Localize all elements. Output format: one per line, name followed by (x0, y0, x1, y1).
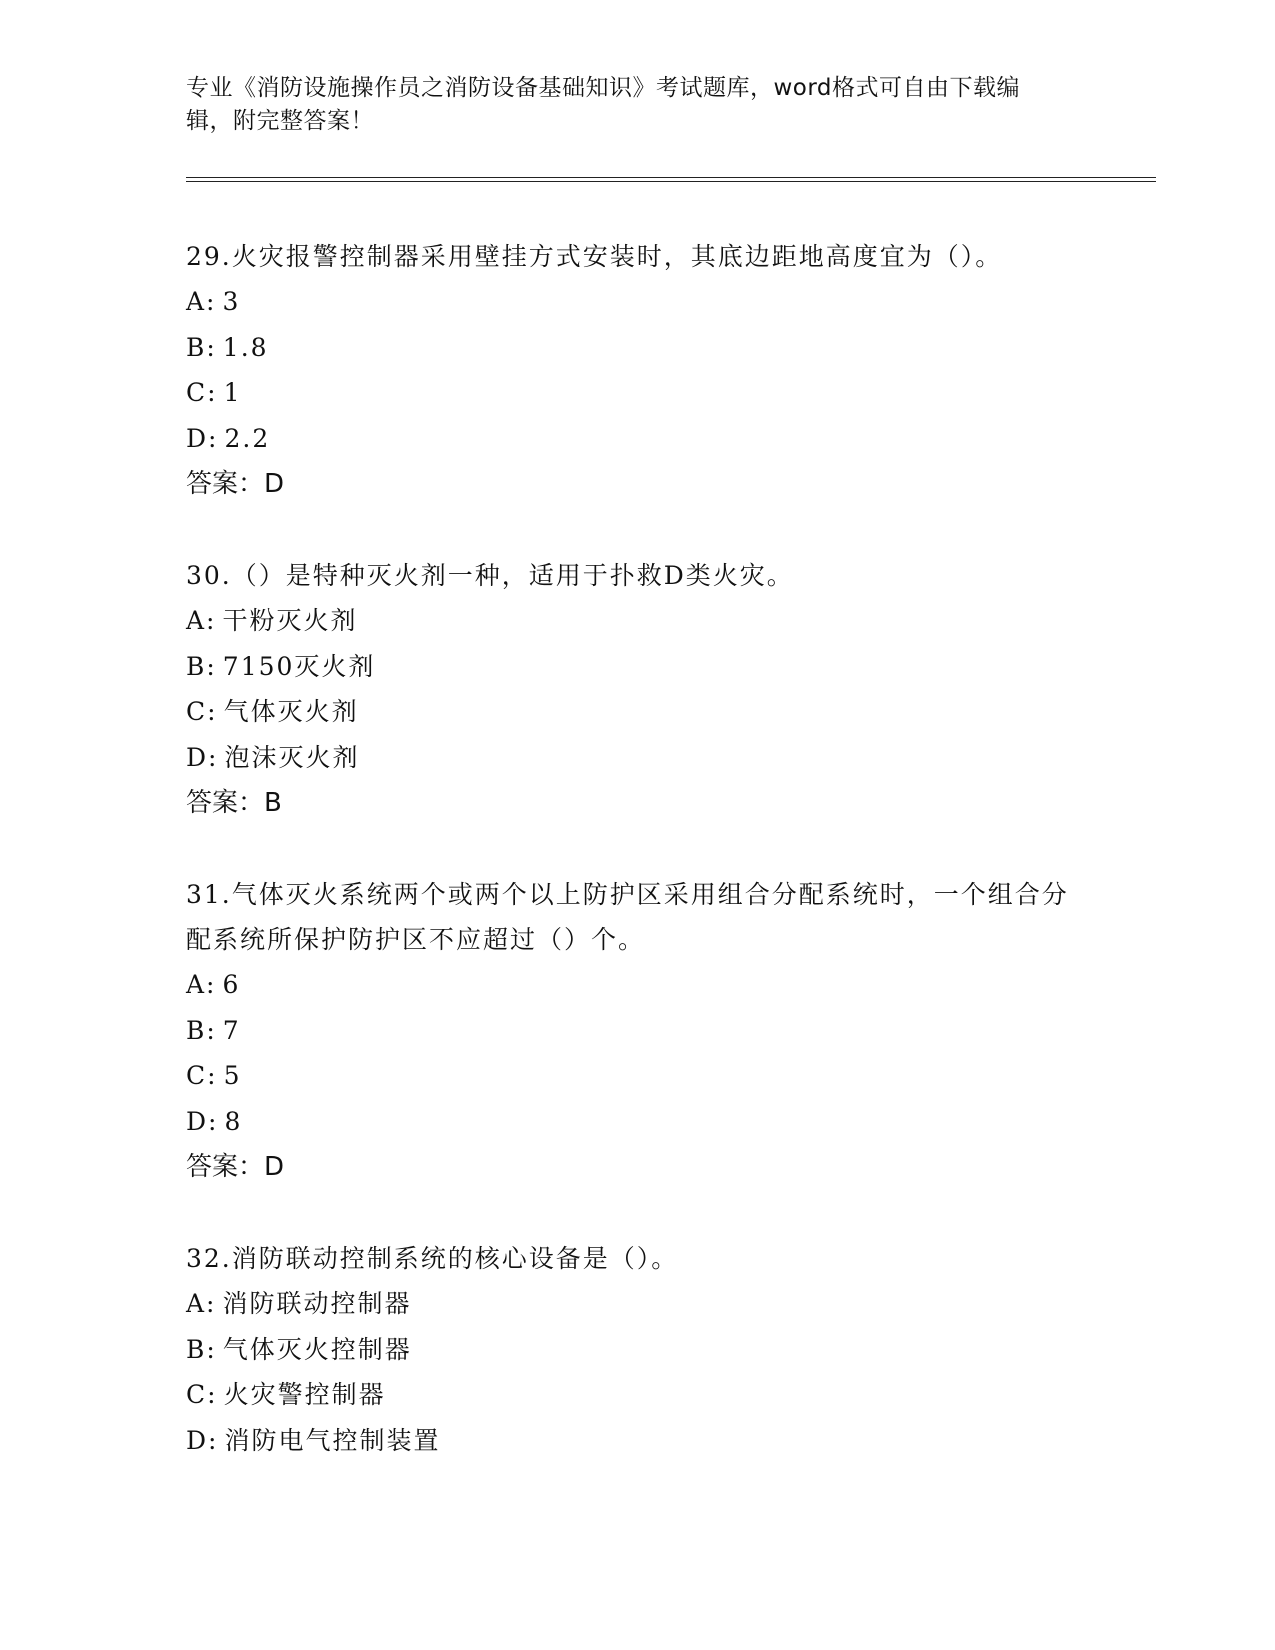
option-text: 5 (223, 1061, 242, 1090)
option-a (186, 1281, 1086, 1327)
option-text: 6 (222, 970, 241, 999)
option-text: 2.2 (224, 423, 271, 453)
question-stem: 30.（）是特种灭火剂一种，适用于扑救D类火灾。 (186, 561, 794, 590)
option-text: 消防电气控制装置 (224, 1425, 441, 1455)
option-letter: C: (186, 1380, 218, 1409)
option-b (186, 325, 1086, 371)
option-letter: D: (186, 423, 219, 453)
option-letter: A: (186, 1289, 217, 1318)
answer-line: 答案：D (186, 1152, 285, 1182)
option-text: 泡沫灭火剂 (224, 742, 360, 772)
option-c (186, 370, 1086, 416)
option-d (186, 1418, 1086, 1464)
question-30 (186, 553, 1086, 826)
option-letter: C: (186, 697, 218, 726)
option-a (186, 279, 1086, 325)
option-text: 7150灭火剂 (222, 651, 376, 681)
document-intro: 专业《消防设施操作员之消防设备基础知识》考试题库，word格式可自由下载编辑，附完整答案！ (186, 75, 1021, 134)
header-divider (186, 177, 1156, 182)
option-c (186, 1053, 1086, 1099)
option-letter: A: (186, 606, 217, 635)
option-letter: B: (186, 1015, 217, 1045)
answer-line: 答案：B (186, 788, 282, 818)
option-letter: B: (186, 1334, 217, 1364)
question-stem: 29.火灾报警控制器采用壁挂方式安装时，其底边距地高度宜为（）。 (186, 242, 1003, 271)
option-d (186, 416, 1086, 462)
option-b (186, 1008, 1086, 1054)
option-letter: C: (186, 378, 218, 407)
option-letter: B: (186, 332, 217, 362)
option-text: 1.8 (222, 332, 269, 362)
option-a (186, 598, 1086, 644)
option-letter: A: (186, 287, 217, 316)
option-c (186, 689, 1086, 735)
question-31 (186, 872, 1086, 1190)
question-29 (186, 234, 1086, 507)
question-list (186, 234, 1086, 1509)
option-d (186, 1099, 1086, 1145)
question-stem: 32.消防联动控制系统的核心设备是（）。 (186, 1244, 679, 1273)
option-letter: D: (186, 742, 219, 772)
option-d (186, 735, 1086, 781)
option-text: 3 (222, 287, 241, 316)
answer-line: 答案：D (186, 469, 285, 499)
option-text: 7 (222, 1015, 241, 1045)
option-text: 消防联动控制器 (222, 1289, 412, 1318)
option-text: 1 (223, 378, 242, 407)
option-letter: D: (186, 1106, 219, 1136)
option-letter: D: (186, 1425, 219, 1455)
option-a (186, 962, 1086, 1008)
option-text: 干粉灭火剂 (222, 606, 358, 635)
option-text: 火灾警控制器 (223, 1380, 386, 1409)
option-b (186, 1327, 1086, 1373)
question-stem: 31.气体灭火系统两个或两个以上防护区采用组合分配系统时，一个组合分配系统所保护防护区不应超过（）个。 (186, 880, 1069, 954)
option-text: 8 (224, 1106, 243, 1136)
option-letter: B: (186, 651, 217, 681)
option-text: 气体灭火控制器 (222, 1334, 412, 1364)
question-32 (186, 1236, 1086, 1463)
option-letter: C: (186, 1061, 218, 1090)
option-c (186, 1372, 1086, 1418)
option-text: 气体灭火剂 (223, 697, 359, 726)
option-b (186, 644, 1086, 690)
option-letter: A: (186, 970, 217, 999)
